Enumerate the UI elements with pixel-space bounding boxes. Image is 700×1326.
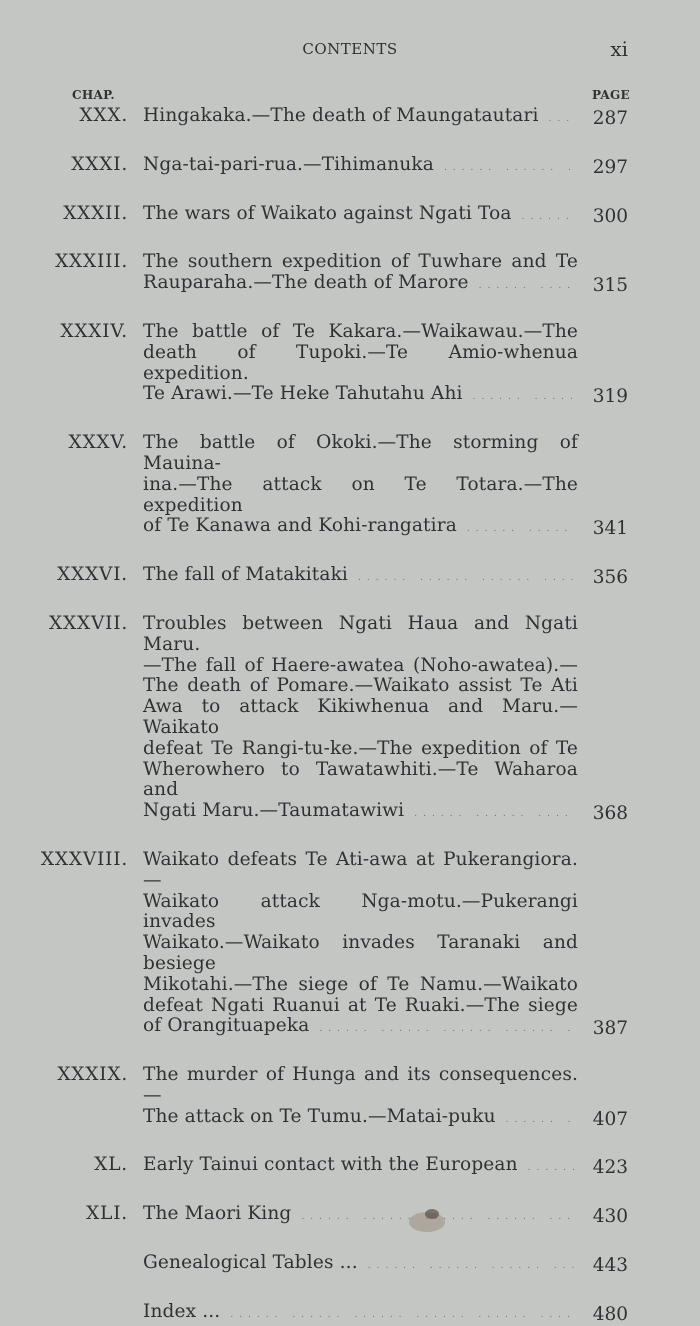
chapter-title (143, 850, 578, 1040)
page-number: 356 (592, 567, 628, 589)
chapter-title (143, 204, 578, 228)
title-line-last (143, 1107, 578, 1131)
dot-leader (467, 519, 574, 540)
dot-leader (473, 387, 574, 408)
title-line-last (143, 1016, 578, 1040)
title-line-last (143, 273, 578, 297)
contents-entry (0, 1253, 700, 1277)
page-column-heading: PAGE (591, 88, 630, 102)
page-number: 430 (592, 1206, 628, 1228)
chapter-title (143, 106, 578, 130)
title-line: Troubles between Ngati Haua and Ngati Maru. (143, 612, 578, 655)
chapter-number: XXX. (79, 105, 128, 126)
chapter-number: XXXI. (71, 153, 128, 175)
title-line: Wherowhero to Tawatawhiti.—Te Waharoa and (143, 758, 578, 801)
title-line: defeat Te Rangi-tu-ke.—The expedition of Te (143, 737, 578, 759)
dot-leader (479, 276, 574, 297)
chapter-number: XLI. (86, 1203, 128, 1225)
title-line-last (143, 204, 578, 228)
dot-leader (358, 568, 574, 589)
chapter-number: XXXIX. (57, 1064, 128, 1086)
chapter-title (143, 433, 578, 540)
title-line-last (143, 106, 578, 130)
page-title: CONTENTS (302, 40, 398, 58)
chapter-number: XXXVIII. (40, 848, 128, 870)
title-line: death of Tupoki.—Te Amio-whenua expedition. (143, 341, 578, 384)
title-line: The murder of Hunga and its consequences.— (143, 1064, 578, 1106)
running-head (0, 37, 700, 64)
title-line: Waikato.—Waikato invades Taranaki and besiege (143, 932, 578, 974)
title-line-last (143, 1253, 578, 1277)
title-line: The battle of Te Kakara.—Waikawau.—The (143, 320, 578, 342)
chapter-number: XXXIII. (55, 251, 128, 273)
title-line: of Orangituapeka (143, 1015, 310, 1037)
page-number: 443 (592, 1255, 628, 1277)
contents-entry (0, 322, 700, 408)
chapter-number: XL. (94, 1154, 128, 1176)
title-line-last (143, 516, 578, 540)
chapter-number: XXXVII. (49, 612, 128, 634)
title-line: Rauparaha.—The death of Marore (143, 272, 469, 294)
page-number: 387 (592, 1018, 628, 1040)
title-line: Ngati Maru.—Taumatawiwi (143, 800, 405, 822)
title-line: Early Tainui contact with the European (143, 1154, 518, 1176)
chapter-title (143, 565, 578, 589)
page-number: 341 (592, 518, 628, 540)
chapter-number: XXXIV. (60, 320, 128, 342)
title-line: The attack on Te Tumu.—Matai-puku (143, 1105, 496, 1127)
title-line: Waikato defeats Te Ati-awa at Pukerangiora.— (143, 848, 578, 891)
chapter-number: XXXV. (68, 432, 128, 454)
title-line: Index ... (143, 1300, 221, 1322)
contents-entry (0, 1155, 700, 1179)
contents-entry (0, 106, 700, 130)
title-line: Te Arawi.—Te Heke Tahutahu Ahi (143, 383, 463, 405)
contents-entry (0, 155, 700, 179)
title-line: The battle of Okoki.—The storming of Mauina- (143, 432, 578, 474)
page-number: 319 (592, 386, 628, 408)
title-line: —The fall of Haere-awatea (Noho-awatea).— (143, 654, 578, 676)
dot-leader (549, 109, 574, 130)
chapter-title (143, 1155, 578, 1179)
chapter-column-heading: CHAP. (72, 88, 115, 102)
chapter-number: XXXVI. (57, 564, 128, 586)
title-line: Genealogical Tables ... (143, 1252, 358, 1274)
title-line: The death of Pomare.—Waikato assist Te Ati (143, 675, 578, 697)
contents-entry (0, 204, 700, 228)
title-line-last (143, 1204, 578, 1228)
title-line: Hingakaka.—The death of Maungatautari (143, 105, 539, 126)
title-line: of Te Kanawa and Kohi-rangatira (143, 515, 457, 537)
dot-leader (506, 1110, 574, 1131)
dot-leader (230, 1305, 574, 1326)
title-line-last (143, 565, 578, 589)
title-line: Awa to attack Kikiwhenua and Maru.—Waikato (143, 696, 578, 738)
contents-entry (0, 433, 700, 540)
title-line: Waikato attack Nga-motu.—Pukerangi invades (143, 890, 578, 933)
title-line-last (143, 1302, 578, 1326)
contents-list (0, 106, 700, 1326)
contents-entry (0, 252, 700, 297)
chapter-title (143, 1204, 578, 1228)
page-folio: xi (610, 37, 628, 61)
dot-leader (444, 158, 574, 179)
chapter-title (143, 322, 578, 408)
page-number: 315 (592, 275, 628, 297)
page-number: 287 (592, 108, 628, 129)
page-number: 407 (592, 1108, 628, 1130)
chapter-title (143, 1065, 578, 1130)
contents-entry (0, 1065, 700, 1130)
title-line-last (143, 155, 578, 179)
contents-entry (0, 614, 700, 825)
title-line: defeat Ngati Ruanui at Te Ruaki.—The siege (143, 994, 578, 1016)
dot-leader (522, 207, 574, 228)
contents-entry (0, 850, 700, 1040)
title-line: The Maori King (143, 1203, 292, 1225)
dot-leader (319, 1019, 574, 1040)
contents-entry (0, 1204, 700, 1228)
contents-entry (0, 565, 700, 589)
chapter-title (143, 614, 578, 825)
title-line: The wars of Waikato against Ngati Toa (143, 202, 512, 224)
chapter-title (143, 1302, 578, 1326)
title-line-last (143, 384, 578, 408)
chapter-title (143, 155, 578, 179)
chapter-title (143, 252, 578, 297)
title-line: Mikotahi.—The siege of Te Namu.—Waikato (143, 973, 578, 995)
title-line-last (143, 801, 578, 825)
contents-entry (0, 1302, 700, 1326)
page-number: 300 (592, 205, 628, 227)
title-line: Nga-tai-pari-rua.—Tihimanuka (143, 153, 434, 175)
title-line-last (143, 1155, 578, 1179)
chapter-title (143, 1253, 578, 1277)
page-number: 297 (592, 156, 628, 178)
title-line: ina.—The attack on Te Totara.—The expedition (143, 473, 578, 516)
title-line: The southern expedition of Tuwhare and Te (143, 251, 578, 273)
dot-leader (414, 804, 574, 825)
page-number: 368 (592, 803, 628, 825)
title-line: The fall of Matakitaki (143, 564, 348, 586)
page-number: 423 (592, 1157, 628, 1179)
paper-blemish (402, 1202, 452, 1236)
dot-leader (528, 1158, 574, 1179)
dot-leader (368, 1256, 574, 1277)
page-number: 480 (592, 1303, 628, 1325)
chapter-number: XXXII. (63, 202, 128, 224)
